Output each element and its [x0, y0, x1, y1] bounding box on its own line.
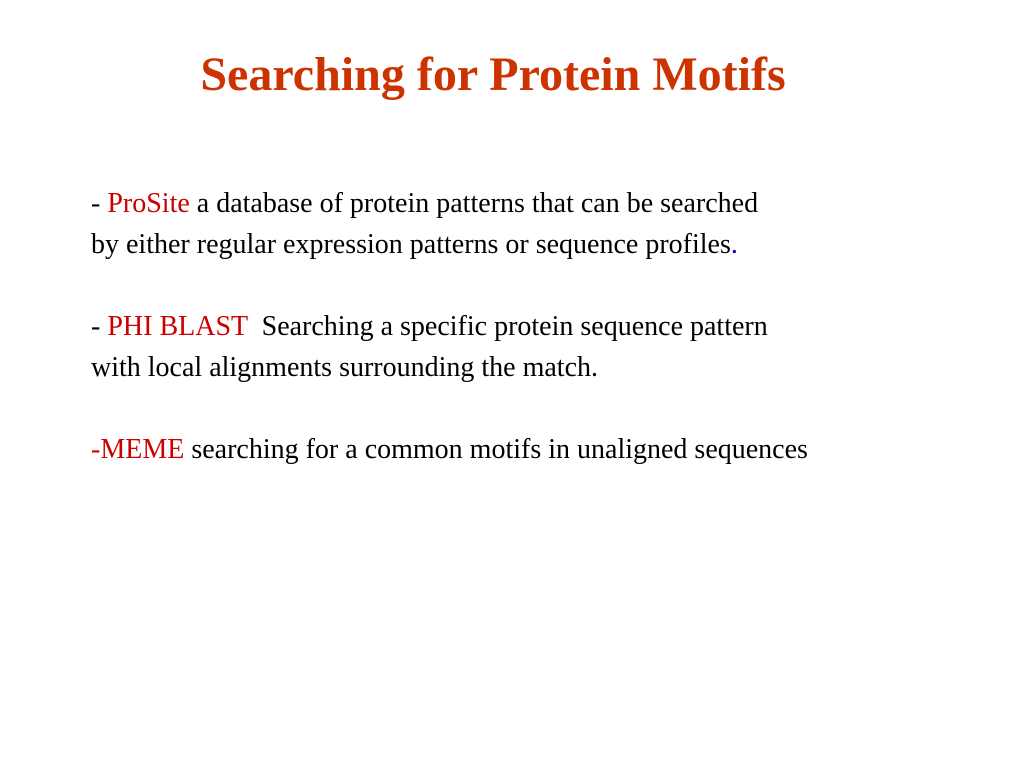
- bullet-text-continued: with local alignments surrounding the match.: [91, 352, 599, 383]
- trailing-period: .: [730, 229, 738, 260]
- bullet-text-continued: by either regular expression patterns or sequence profiles: [91, 229, 731, 260]
- bullet-text: Searching a specific protein sequence pattern: [247, 311, 768, 342]
- bullet-phi-blast: [91, 306, 1011, 388]
- bullet-text: a database of protein patterns that can be searched: [189, 188, 759, 219]
- bullet-prefix: -: [91, 311, 108, 342]
- slide-title: Searching for Protein Motifs: [200, 48, 786, 101]
- bullet-prosite: [91, 183, 1011, 265]
- bullet-meme: [91, 429, 1011, 470]
- bullet-prefix: -: [91, 188, 108, 219]
- keyword-prosite: ProSite: [107, 188, 190, 219]
- bullet-text: searching for a common motifs in unaligned sequences: [184, 434, 808, 465]
- keyword-meme: MEME: [100, 434, 185, 465]
- keyword-phi-blast: PHI BLAST: [107, 311, 248, 342]
- slide-body: [91, 183, 1011, 470]
- bullet-prefix: -: [91, 434, 101, 465]
